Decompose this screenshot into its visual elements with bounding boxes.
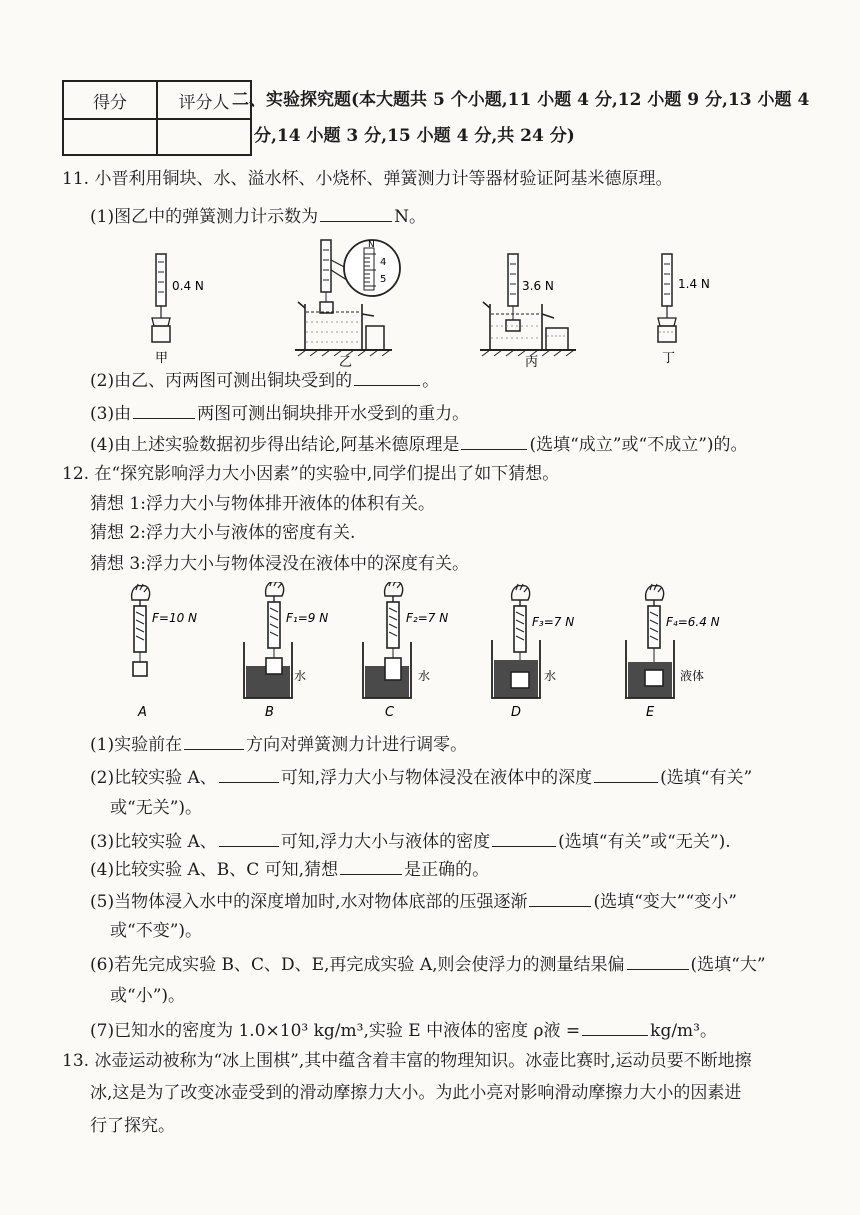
grader-cell[interactable] [157,119,251,155]
q12-figure [110,582,750,727]
B-liquid: 水 [294,669,307,683]
D-force: F₃=7 N [532,615,575,629]
q13-line2: 冰,这是为了改变冰壶受到的滑动摩擦力大小。为此小亮对影响滑动摩擦力大小的因素进 [90,1083,742,1103]
q12-blank4[interactable] [340,856,402,875]
A-force: F=10 N [152,611,198,625]
q11-blank1[interactable] [320,203,392,222]
q12-stem: 12. 在“探究影响浮力大小因素”的实验中,同学们提出了如下猜想。 [62,464,560,484]
section-title-line2: 分,14 小题 3 分,15 小题 4 分,共 24 分) [254,126,575,146]
C-liquid: 水 [418,669,431,683]
q12-part3: (3)比较实验 A、 可知,浮力大小与液体的密度 (选填“有关”或“无关”). [90,828,731,854]
figure-A [132,584,197,720]
yi-scale-unit: N [368,240,375,250]
bing-reading: 3.6 N [522,279,554,293]
q12-part2: (2)比较实验 A、 可知,浮力大小与物体浸没在液体中的深度 (选填“有关” [90,764,752,790]
q12-blank1[interactable] [184,731,244,750]
figure-bing [480,254,576,370]
q12-part6-cont: 或“小”)。 [110,986,186,1006]
figure-ding [658,254,710,366]
q12-part7: (7)已知水的密度为 1.0×10³ kg/m³,实验 E 中液体的密度 ρ液 = kg/m³。 [90,1017,717,1043]
q11-blank2[interactable] [354,367,420,386]
q12-part1: (1)实验前在 方向对弹簧测力计进行调零。 [90,731,467,757]
score-header: 得分 [63,81,157,119]
E-liquid: 液体 [680,669,705,683]
q12-blank5[interactable] [529,888,591,907]
figure-jia [152,254,204,366]
ding-label: 丁 [662,351,676,366]
q11-part1: (1)图乙中的弹簧测力计示数为 N。 [90,203,426,229]
q11-blank3[interactable] [133,400,195,419]
q12-blank2a[interactable] [219,764,279,783]
q11-part2: (2)由乙、丙两图可测出铜块受到的 。 [90,367,439,393]
q11-blank4[interactable] [461,431,527,450]
yi-label: 乙 [339,355,353,370]
q11-part3: (3)由 两图可测出铜块排开水受到的重力。 [90,400,469,426]
C-force: F₂=7 N [406,611,449,625]
jia-reading: 0.4 N [172,279,204,293]
q11-part4: (4)由上述实验数据初步得出结论,阿基米德原理是 (选填“成立”或“不成立”)的。 [90,431,748,457]
figure-B [244,582,328,720]
q12-part5: (5)当物体浸入水中的深度增加时,水对物体底部的压强逐渐 (选填“变大”“变小” [90,888,737,914]
q12-guess2: 猜想 2:浮力大小与液体的密度有关. [90,523,356,543]
q12-part6: (6)若先完成实验 B、C、D、E,再完成实验 A,则会使浮力的测量结果偏 (选填“大” [90,951,766,977]
q11-figure [130,232,730,372]
figure-E [626,584,720,720]
q12-blank6[interactable] [627,951,689,970]
D-liquid: 水 [544,669,557,683]
q12-guess1: 猜想 1:浮力大小与物体排开液体的体积有关。 [90,494,435,514]
q12-part2-cont: 或“无关”)。 [110,798,203,818]
ding-reading: 1.4 N [678,277,710,291]
yi-tick-5: 5 [380,274,387,285]
section-title-line1: 二、实验探究题(本大题共 5 个小题,11 小题 4 分,12 小题 9 分,13 小题 4 [232,90,810,110]
figure-C [363,582,448,720]
B-label: B [265,705,274,720]
yi-tick-4: 4 [380,257,387,268]
C-label: C [385,705,395,720]
E-label: E [646,705,655,720]
q12-part4: (4)比较实验 A、B、C 可知,猜想 是正确的。 [90,856,489,882]
q13-line1: 13. 冰壶运动被称为“冰上围棋”,其中蕴含着丰富的物理知识。冰壶比赛时,运动员要不断地擦 [62,1051,752,1071]
q12-part5-cont: 或“不变”)。 [110,921,203,941]
q12-blank7[interactable] [582,1017,648,1036]
q12-guess3: 猜想 3:浮力大小与物体浸没在液体中的深度有关。 [90,554,469,574]
q12-blank3a[interactable] [219,828,279,847]
bing-label: 丙 [525,355,539,370]
A-label: A [138,705,147,720]
figure-yi [295,240,400,370]
B-force: F₁=9 N [286,611,329,625]
E-force: F₄=6.4 N [666,615,720,629]
score-table [62,80,252,156]
jia-label: 甲 [155,351,169,366]
q12-blank2b[interactable] [594,764,658,783]
score-cell[interactable] [63,119,157,155]
q11-stem: 11. 小晋利用铜块、水、溢水杯、小烧杯、弹簧测力计等器材验证阿基米德原理。 [62,169,673,189]
q13-line3: 行了探究。 [90,1116,175,1136]
D-label: D [511,705,522,720]
grader-header: 评分人 [157,81,251,119]
q12-blank3b[interactable] [492,828,556,847]
figure-D [492,584,574,720]
